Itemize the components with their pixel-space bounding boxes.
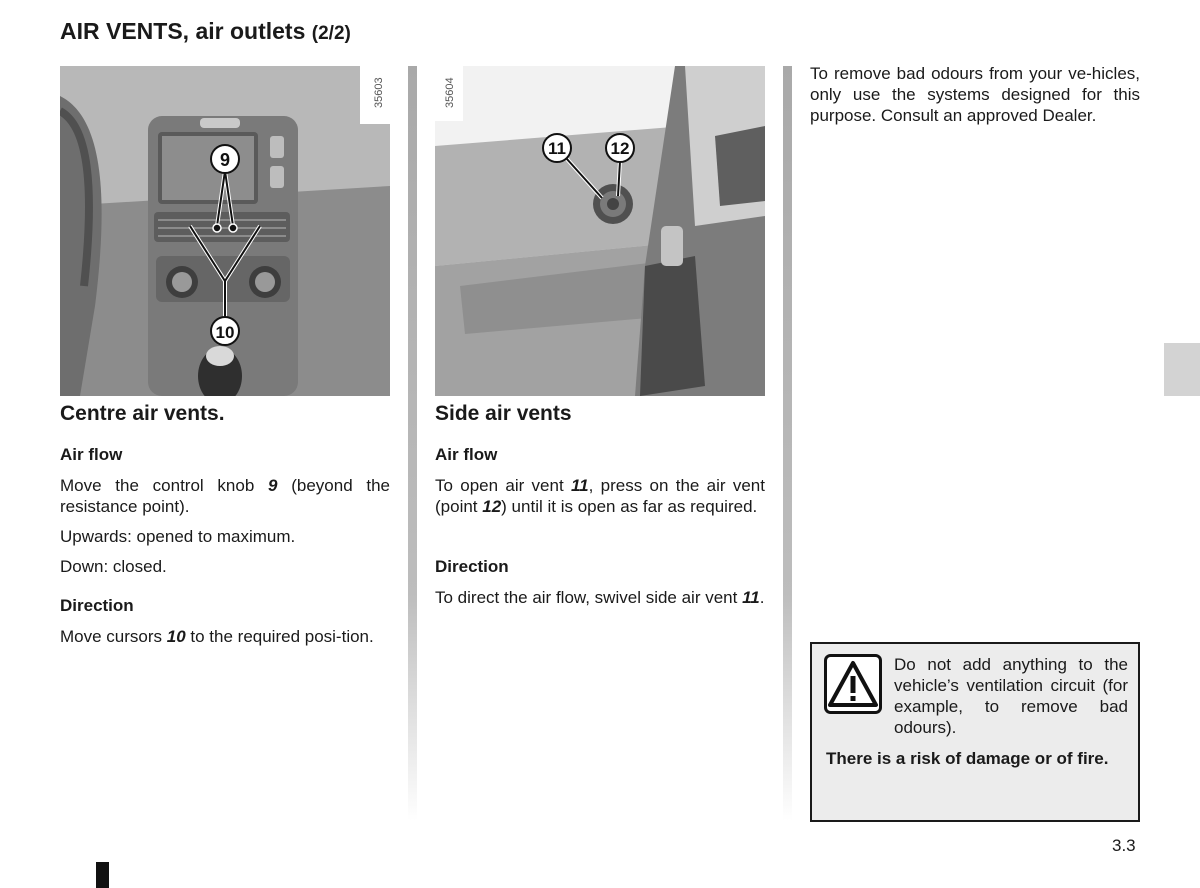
page-title-part: (2/2) <box>311 23 351 44</box>
photo-ref-35604: 35604 <box>444 77 456 108</box>
side-direction-heading: Direction <box>435 557 509 576</box>
odour-note: To remove bad odours from your ve-hicles, only use the systems designed for this purpose. Consult an approved Dealer. <box>810 64 1140 125</box>
warning-risk-text: There is a risk of damage or of fire. <box>826 749 1109 768</box>
centre-vents-illustration <box>60 66 390 396</box>
side-vents-photo <box>435 66 765 396</box>
ref-cursor-10: 10 <box>166 627 186 646</box>
centre-airflow-text-3: Down: closed. <box>60 557 167 576</box>
svg-text:10: 10 <box>215 323 235 342</box>
ref-vent-11: 11 <box>570 476 589 495</box>
centre-vents-photo <box>60 66 390 396</box>
chapter-tab <box>1164 343 1200 396</box>
side-vents-heading: Side air vents <box>435 402 572 425</box>
photo-ref-35603: 35603 <box>373 77 385 108</box>
ref-knob-9: 9 <box>268 476 278 495</box>
ref-point-12: 12 <box>482 497 502 516</box>
page-title-text: AIR VENTS, air outlets <box>60 18 306 44</box>
centre-direction-heading: Direction <box>60 596 134 615</box>
svg-text:12: 12 <box>610 139 630 158</box>
svg-text:9: 9 <box>219 150 231 170</box>
callout-9 <box>211 145 239 173</box>
callout-11 <box>543 134 571 162</box>
centre-direction-text: Move cursors 10 to the required posi-tion. <box>60 627 374 646</box>
centre-airflow-text-2: Upwards: opened to maximum. <box>60 527 296 546</box>
side-vents-illustration <box>435 66 765 396</box>
centre-airflow-heading: Air flow <box>60 445 123 464</box>
centre-airflow-text-1: Move the control knob 9 (beyond the resistance point). <box>60 476 391 516</box>
callout-12 <box>606 134 634 162</box>
page-number: 3.3 <box>1112 836 1136 855</box>
side-airflow-heading: Air flow <box>435 445 498 464</box>
callout-10 <box>211 317 239 345</box>
warning-box <box>810 642 1140 822</box>
ref-vent-11b: 11 <box>742 588 760 607</box>
page-title <box>60 18 351 45</box>
side-airflow-text: To open air vent 11, press on the air vent (point 12) until it is open as far as required. <box>435 476 765 516</box>
centre-vents-heading: Centre air vents. <box>60 402 225 425</box>
svg-text:11: 11 <box>548 139 566 158</box>
warning-text: Do not add anything to the vehicle’s ventilation circuit (for example, to remove bad odours). <box>894 655 1128 737</box>
page-edge-mark <box>96 862 109 888</box>
warning-triangle-icon <box>824 654 882 714</box>
column-divider-1 <box>408 66 417 821</box>
side-direction-text: To direct the air flow, swivel side air vent 11. <box>435 588 765 607</box>
column-divider-2 <box>783 66 792 821</box>
